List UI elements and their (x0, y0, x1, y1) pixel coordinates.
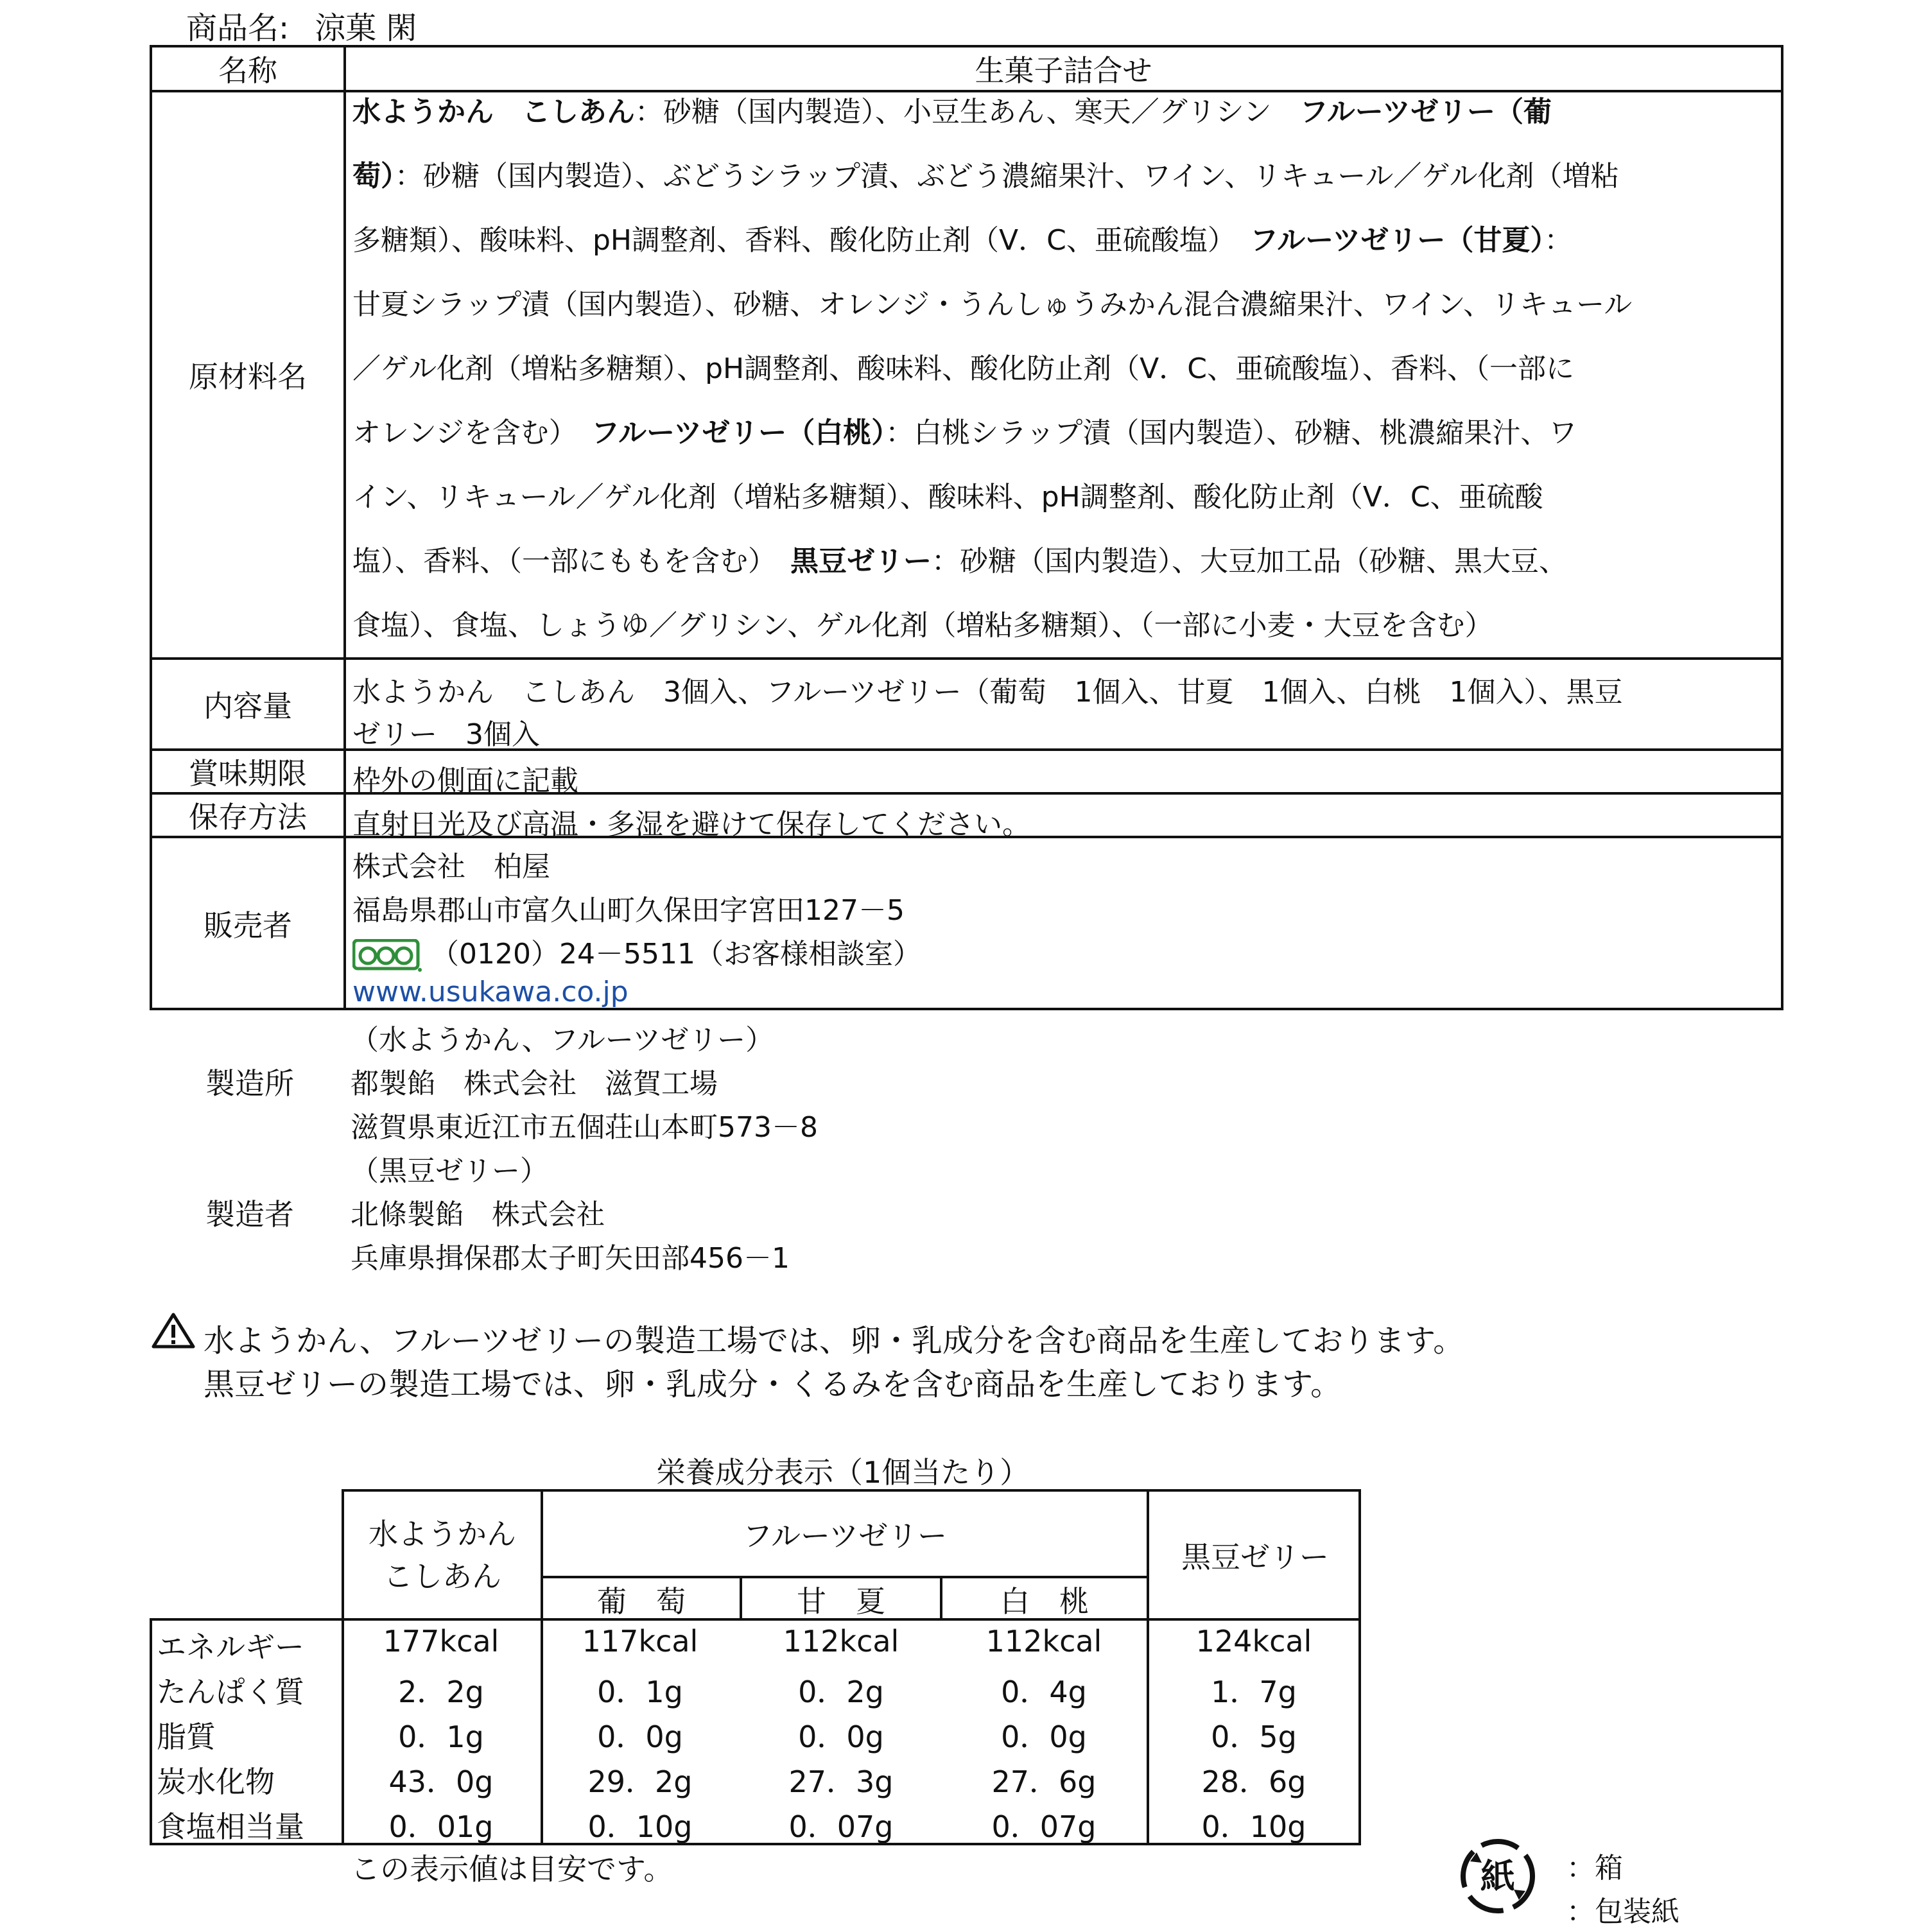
ingredient-text: 多糖類）、酸味料、pH調整剤、香料、酸化防止剤（V．C、亜硫酸塩） (352, 224, 1250, 257)
nutrition-value: 0．07g (788, 1809, 894, 1844)
nutrition-value: 0．10g (1201, 1809, 1306, 1844)
storage-label: 保存方法 (189, 800, 307, 834)
nutrition-row-label: たんぱく質 (157, 1675, 304, 1709)
recycle-mark-text: 紙 (1480, 1856, 1515, 1897)
ingredient-text: ：砂糖（国内製造）、ぶどうシラップ漬、ぶどう濃縮果汁、ワイン、リキュール／ゲル化剤（増粘 (395, 160, 1619, 193)
nutrition-value: 177kcal (383, 1624, 499, 1659)
plant-line: 滋賀県東近江市五個荘山本町573－8 (351, 1111, 818, 1144)
ingredient-text: 甘夏シラップ漬（国内製造）、砂糖、オレンジ・うんしゅうみかん混合濃縮果汁、ワイン、リキュール (352, 288, 1633, 321)
col-header-fruit-group: フルーツゼリー (742, 1518, 948, 1553)
ingredients-label: 原材料名 (189, 359, 307, 394)
seller-company: 株式会社 柏屋 (352, 850, 550, 883)
paper-recycle-mark-icon (1457, 1836, 1538, 1917)
ingredients-line (352, 481, 1772, 546)
nutrition-value: 0．07g (991, 1809, 1097, 1844)
nutrition-value: 0．0g (1001, 1720, 1087, 1754)
nutrition-value: 0．01g (388, 1809, 494, 1844)
col-header-peach: 白 桃 (1000, 1584, 1089, 1619)
ingredient-product-name: 萄） (352, 160, 395, 193)
table-divider (343, 47, 346, 1008)
ingredients-line (352, 96, 1772, 160)
best-before-label: 賞味期限 (189, 756, 307, 791)
col-header-yokan (344, 1492, 541, 1618)
plant-line: （水ようかん、フルーツゼリー） (351, 1024, 774, 1057)
ingredient-product-name: 水ようかん こしあん (352, 96, 635, 128)
nutrition-row-label: 炭水化物 (157, 1764, 275, 1799)
col-header-yokan-line: こしあん (383, 1558, 501, 1594)
nutrition-value: 27．3g (788, 1764, 894, 1799)
ingredients-line (352, 160, 1772, 225)
maker-label: 製造者 (205, 1197, 294, 1232)
ingredient-text: ：白桃シラップ漬（国内製造）、砂糖、桃濃縮果汁、ワ (885, 417, 1577, 449)
contents-value (352, 669, 1772, 752)
recycle-labels (1566, 1845, 1679, 1932)
ingredient-text: オレンジを含む） (352, 417, 591, 449)
allergen-warning (151, 1316, 1464, 1403)
contents-line: ゼリー 3個入 (352, 718, 540, 751)
warning-icon (151, 1312, 196, 1349)
contents-line: 水ようかん こしあん 3個入、フルーツゼリー（葡萄 1個入、甘夏 1個入、白桃 1個入）、黒豆 (352, 676, 1623, 709)
nutrition-value: 112kcal (985, 1624, 1102, 1659)
ingredient-text: ：砂糖（国内製造）、大豆加工品（砂糖、黒大豆、 (932, 545, 1567, 578)
ingredient-text: ： (1544, 224, 1573, 257)
nutrition-value: 0．0g (597, 1720, 683, 1754)
nutrition-note: この表示値は目安です。 (351, 1852, 673, 1886)
maker-line: （黒豆ゼリー） (351, 1155, 548, 1187)
seller-phone-row (352, 931, 1772, 976)
nutrition-value: 0．2g (798, 1675, 884, 1709)
nutrition-value: 29．2g (587, 1764, 693, 1799)
nutrition-row-label: エネルギー (157, 1630, 304, 1664)
col-header-grape: 葡 萄 (597, 1584, 686, 1619)
seller-phone: （0120）24－5511（お客様相談室） (431, 938, 921, 970)
nutrition-title: 栄養成分表示（1個当たり） (656, 1455, 1030, 1490)
ingredients-line (352, 353, 1772, 417)
nutrition-value: 1．7g (1211, 1675, 1297, 1709)
product-label: 商品名: (186, 10, 290, 46)
ingredients-value (352, 96, 1772, 674)
col-header-amanatsu: 甘 夏 (797, 1584, 885, 1619)
ingredient-text: 塩）、香料、（一部にももを含む） (352, 545, 790, 578)
ingredient-text: イン、リキュール／ゲル化剤（増粘多糖類）、酸味料、pH調整剤、酸化防止剤（V．C、亜硫酸 (352, 481, 1543, 513)
recycle-label: ：箱 (1566, 1852, 1623, 1885)
warning-line: 黒豆ゼリーの製造工場では、卵・乳成分・くるみを含む商品を生産しております。 (204, 1367, 1342, 1402)
name-value: 生菓子詰合せ (975, 53, 1152, 88)
nutrition-row-label: 脂質 (157, 1720, 216, 1754)
maker-line: 兵庫県揖保郡太子町矢田部456－1 (351, 1242, 790, 1275)
seller-label: 販売者 (204, 908, 292, 943)
ingredient-text: ：砂糖（国内製造）、小豆生あん、寒天／グリシン (635, 96, 1300, 128)
freedial-icon (352, 939, 423, 972)
ingredient-text: 食塩）、食塩、しょうゆ／グリシン、ゲル化剤（増粘多糖類）、（一部に小麦・大豆を含む） (352, 609, 1493, 642)
ingredient-product-name: フルーツゼリー（甘夏） (1249, 224, 1545, 257)
nutrition-value: 0．0g (798, 1720, 884, 1754)
maker-line: 北條製餡 株式会社 (351, 1198, 605, 1231)
info-table (150, 45, 1783, 1010)
nutrition-value: 2．2g (398, 1675, 484, 1709)
seller-address: 福島県郡山市富久山町久保田字宮田127－5 (352, 894, 905, 927)
ingredients-line (352, 289, 1772, 353)
storage-value: 直射日光及び高温・多湿を避けて保存してください。 (352, 808, 1030, 841)
table-divider (541, 1618, 543, 1845)
col-header-kuromame: 黒豆ゼリー (1181, 1539, 1329, 1574)
ingredient-product-name: フルーツゼリー（白桃） (591, 417, 886, 449)
best-before-value: 枠外の側面に記載 (352, 764, 578, 797)
nutrition-value: 43．0g (388, 1764, 494, 1799)
table-divider (1147, 1618, 1149, 1845)
nutrition-value: 124kcal (1195, 1624, 1312, 1659)
product-header (186, 10, 442, 46)
nutrition-value: 117kcal (582, 1624, 698, 1659)
nutrition-value: 0．5g (1211, 1720, 1297, 1754)
product-name: 涼菓 閑 (315, 10, 417, 46)
nutrition-row-label: 食塩相当量 (157, 1809, 304, 1844)
name-label: 名称 (218, 53, 277, 88)
seller-value (352, 843, 1772, 1008)
ingredients-line (352, 610, 1772, 674)
ingredients-line (352, 225, 1772, 289)
ingredients-line (352, 417, 1772, 481)
seller-url[interactable]: www.usukawa.co.jp (352, 976, 629, 1008)
ingredient-product-name: フルーツゼリー（葡 (1299, 96, 1552, 128)
col-header-yokan-line: 水ようかん (369, 1516, 516, 1551)
table-divider (152, 90, 1781, 92)
nutrition-value: 27．6g (991, 1764, 1097, 1799)
nutrition-value: 112kcal (783, 1624, 899, 1659)
nutrition-value: 28．6g (1201, 1764, 1306, 1799)
nutrition-value: 0．1g (398, 1720, 484, 1754)
nutrition-value: 0．1g (597, 1675, 683, 1709)
warning-line: 水ようかん、フルーツゼリーの製造工場では、卵・乳成分を含む商品を生産しております。 (204, 1323, 1464, 1359)
ingredient-text: ／ゲル化剤（増粘多糖類）、pH調整剤、酸味料、酸化防止剤（V．C、亜硫酸塩）、香料、（一部に (352, 352, 1574, 385)
ingredient-product-name: 黒豆ゼリー (790, 545, 932, 578)
ingredients-line (352, 546, 1772, 610)
contents-label: 内容量 (204, 689, 292, 723)
plant-label: 製造所 (205, 1066, 294, 1101)
recycle-label: ：包装紙 (1566, 1895, 1679, 1928)
table-divider (342, 1618, 344, 1845)
nutrition-value: 0．10g (587, 1809, 693, 1844)
nutrition-value: 0．4g (1001, 1675, 1087, 1709)
plant-line: 都製餡 株式会社 滋賀工場 (351, 1067, 718, 1100)
